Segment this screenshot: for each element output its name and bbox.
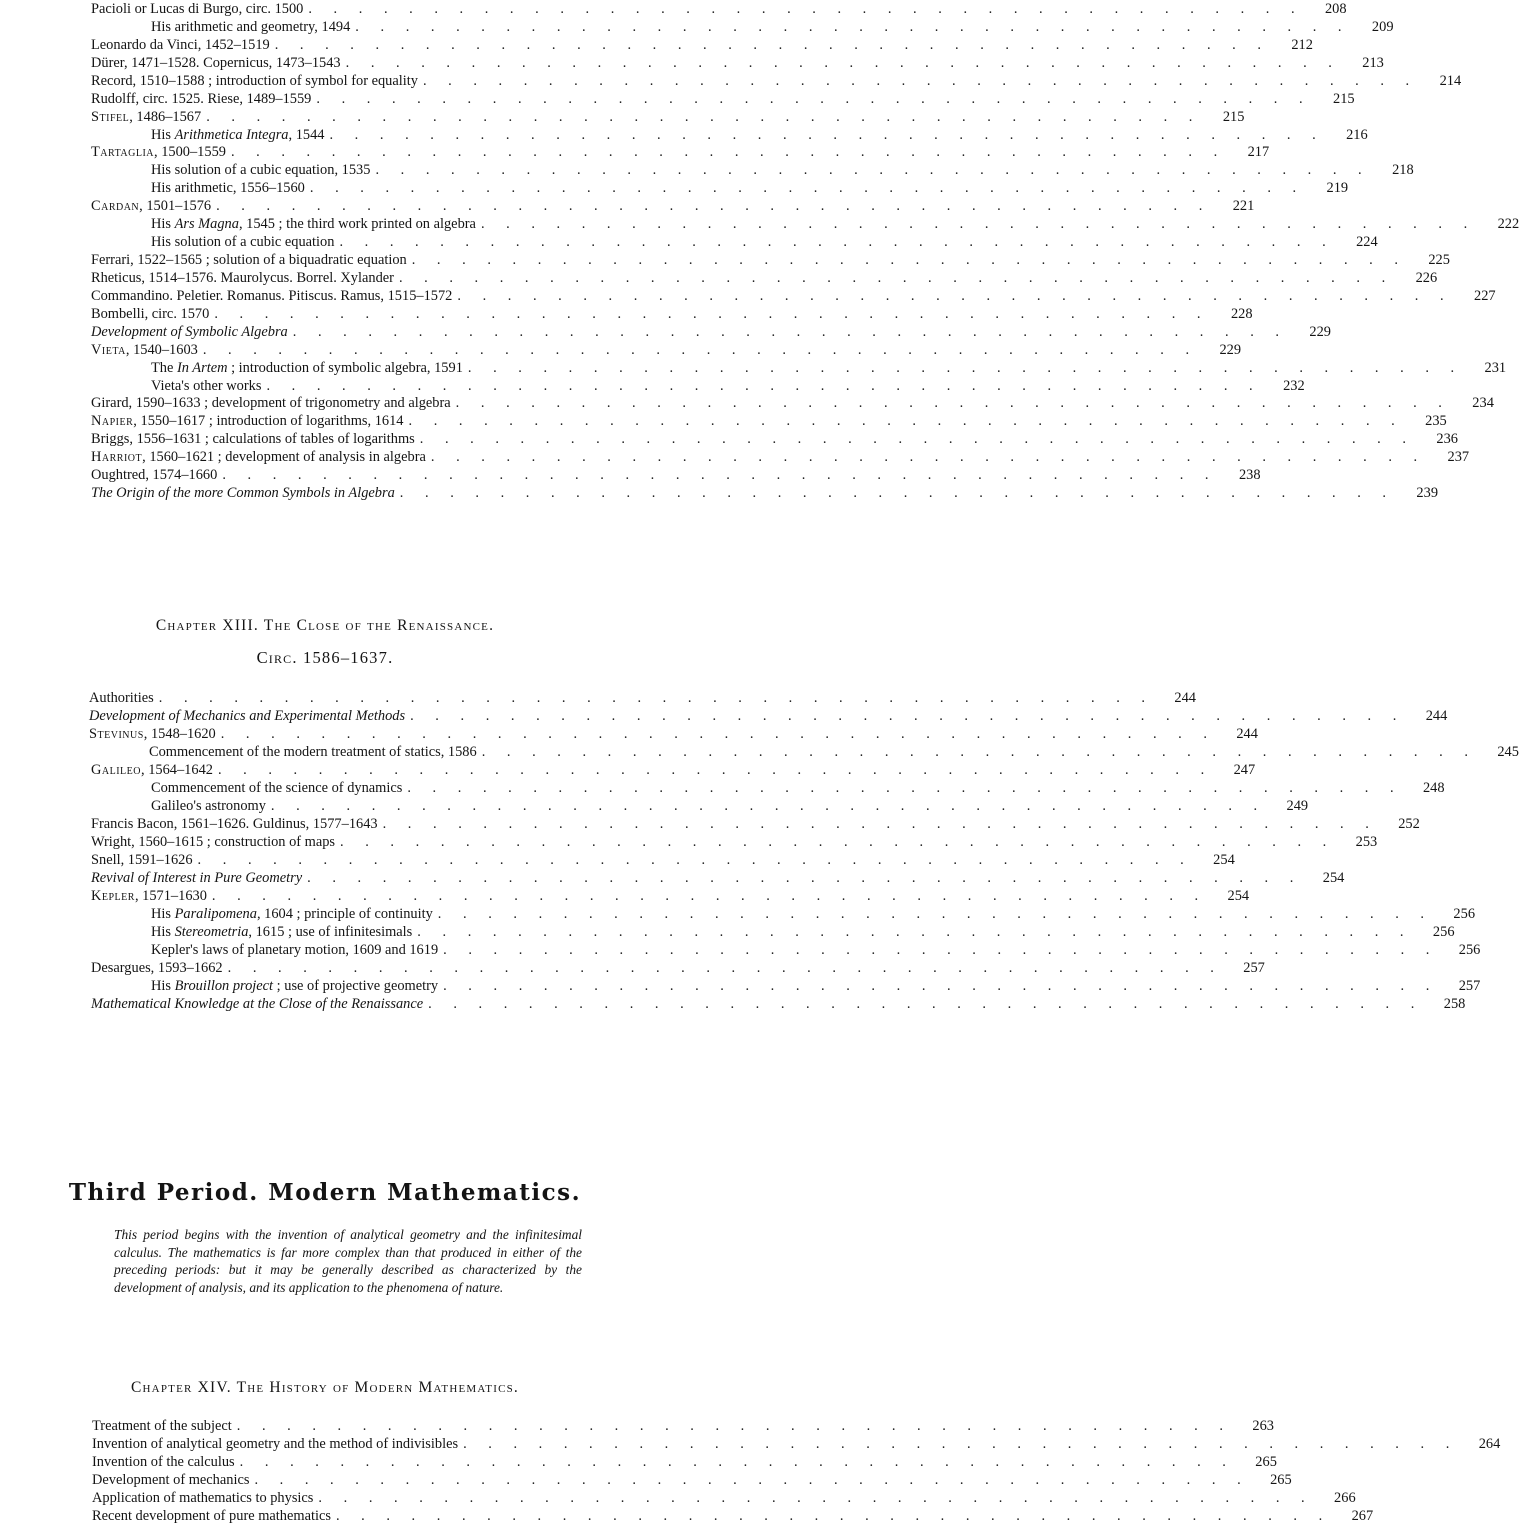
toc-entry-title-part: His [151, 126, 175, 143]
toc-entry-title-part: , 1501–1576 [139, 198, 212, 215]
toc-entry [151, 233, 1378, 251]
toc-entry-title [91, 869, 302, 887]
toc-entry-title [151, 779, 402, 797]
toc-entry-title-part: Pacioli or Lucas di Burgo, circ. 1500 [91, 1, 304, 17]
dot-leader: . . . . . . . . . . . . . . . . . . . . . . . . . . . . . . . . . . . . . . . . [417, 924, 1413, 940]
toc-entry [91, 887, 1250, 905]
toc-entry-title-part: Development of mechanics [92, 1471, 250, 1488]
toc-entry-title [91, 108, 201, 126]
page-number: 212 [1291, 36, 1313, 53]
toc-entry-title-part: His arithmetic and geometry, 1494 [151, 18, 351, 35]
page-number: 222 [1497, 216, 1519, 233]
toc-entry [91, 448, 1470, 466]
page-number: 257 [1243, 960, 1265, 976]
toc-entry-title-part: Mathematical Knowledge at the Close of the Renaissance [91, 996, 424, 1012]
toc-entry-title-part: Invention of the calculus [92, 1453, 235, 1470]
dot-leader: . . . . . . . . . . . . . . . . . . . . . . . . . . . . . . . . . . . . . . . . [419, 431, 1415, 448]
page-number: 226 [1415, 269, 1438, 286]
toc-entry-title-part: , 1604 ; principle of continuity [256, 906, 433, 922]
toc-entry-title-part: Galileo [91, 762, 141, 778]
page-number: 215 [1333, 90, 1355, 107]
page-number: 244 [1425, 708, 1448, 724]
page-number: 229 [1309, 323, 1331, 340]
page-number: 225 [1428, 252, 1450, 269]
toc-entry-title-part: Napier [91, 413, 134, 430]
page-number: 235 [1425, 413, 1447, 430]
dot-leader: . . . . . . . . . . . . . . . . . . . . . . . . . . . . . . . . . . . . . . . . [266, 377, 1262, 394]
dot-leader: . . . . . . . . . . . . . . . . . . . . . . . . . . . . . . . . . . . . . . . . [457, 287, 1453, 304]
dot-leader: . . . . . . . . . . . . . . . . . . . . . . . . . . . . . . . . . . . . . . . . [455, 395, 1451, 412]
toc-entry [151, 779, 1445, 797]
toc-entry-title [91, 0, 303, 18]
toc-entry-title-part: His [151, 924, 175, 940]
toc-entry-title-part: Development of Symbolic Algebra [91, 323, 288, 340]
toc-entry [91, 815, 1420, 833]
toc-entry [91, 36, 1313, 54]
toc-entry [92, 1471, 1292, 1489]
dot-leader: . . . . . . . . . . . . . . . . . . . . . . . . . . . . . . . . . . . . . . . . [345, 54, 1341, 71]
page-number: 252 [1398, 816, 1420, 832]
dot-leader: . . . . . . . . . . . . . . . . . . . . . . . . . . . . . . . . . . . . . . . . [270, 798, 1267, 814]
toc-entry-title [92, 1417, 232, 1435]
toc-entry [151, 18, 1394, 36]
toc-entry [91, 394, 1494, 412]
toc-entry-title-part: In Artem [176, 359, 228, 376]
toc-entry-title-part: Dürer, 1471–1528. Copernicus, 1473–1543 [91, 54, 341, 71]
toc-entry-title [91, 995, 423, 1013]
toc-entry [91, 269, 1438, 287]
toc-entry-title [91, 143, 226, 161]
toc-entry [149, 743, 1519, 761]
toc-entry [91, 90, 1355, 108]
dot-leader: . . . . . . . . . . . . . . . . . . . . . . . . . . . . . . . . . . . . . . . . [239, 1453, 1235, 1470]
toc-entry-title-part: Snell, 1591–1626 [91, 852, 193, 868]
page-number: 247 [1233, 762, 1256, 778]
toc-entry-title-part: Oughtred, 1574–1660 [91, 467, 218, 484]
toc-entry-title-part: , 1545 ; the third work printed on algebra [238, 216, 476, 233]
toc-entry-title [91, 851, 193, 869]
page-number: 266 [1334, 1489, 1356, 1506]
page-number: 244 [1236, 726, 1258, 742]
toc-entry [91, 54, 1384, 72]
dot-leader: . . . . . . . . . . . . . . . . . . . . . . . . . . . . . . . . . . . . . . . . [422, 72, 1419, 89]
toc-entry [151, 941, 1481, 959]
page-number: 245 [1497, 744, 1519, 760]
page-number: 256 [1432, 924, 1455, 940]
period-title: Third Period. Modern Mathematics. [68, 1179, 582, 1206]
dot-leader: . . . . . . . . . . . . . . . . . . . . . . . . . . . . . . . . . . . . . . . . [274, 36, 1270, 53]
toc-entry-title-part: Ars Magna [174, 216, 239, 233]
dot-leader: . . . . . . . . . . . . . . . . . . . . . . . . . . . . . . . . . . . . . . . . [222, 467, 1218, 484]
toc-entry-title [151, 797, 266, 815]
dot-leader: . . . . . . . . . . . . . . . . . . . . . . . . . . . . . . . . . . . . . . . . [443, 942, 1439, 958]
toc-entry-title-part: Paralipomena [174, 906, 257, 922]
dot-leader: . . . . . . . . . . . . . . . . . . . . . . . . . . . . . . . . . . . . . . . . [227, 960, 1223, 976]
toc-entry-title-part: Rudolff, circ. 1525. Riese, 1489–1559 [91, 90, 312, 107]
toc-entry-title-part: Galileo's astronomy [151, 798, 266, 814]
toc-entry [91, 251, 1450, 269]
toc-entry-title-part: Commencement of the science of dynamics [151, 780, 403, 796]
toc-entry-title-part: Cardan [91, 198, 140, 215]
dot-leader: . . . . . . . . . . . . . . . . . . . . . . . . . . . . . . . . . . . . . . . . [382, 816, 1378, 832]
dot-leader: . . . . . . . . . . . . . . . . . . . . . . . . . . . . . . . . . . . . . . . . [316, 90, 1312, 107]
toc-entry [91, 287, 1496, 305]
toc-entry [91, 959, 1265, 977]
toc-entry-title-part: Girard, 1590–1633 ; development of trigonometry and algebra [91, 395, 451, 412]
dot-leader: . . . . . . . . . . . . . . . . . . . . . . . . . . . . . . . . . . . . . . . . [375, 162, 1371, 179]
toc-entry-title [89, 707, 405, 725]
dot-leader: . . . . . . . . . . . . . . . . . . . . . . . . . . . . . . . . . . . . . . . . [220, 726, 1216, 742]
toc-entry [91, 833, 1378, 851]
toc-entry [151, 377, 1305, 395]
dot-leader: . . . . . . . . . . . . . . . . . . . . . . . . . . . . . . . . . . . . . . . . [410, 708, 1406, 724]
toc-entry-title-part: Francis Bacon, 1561–1626. Guldinus, 1577–1643 [91, 816, 378, 832]
toc-entry-title [91, 833, 335, 851]
dot-leader: . . . . . . . . . . . . . . . . . . . . . . . . . . . . . . . . . . . . . . . . [254, 1471, 1250, 1488]
toc-entry-title-part: Vieta's other works [151, 377, 262, 394]
page-number: 217 [1247, 144, 1270, 161]
toc-entry-title [91, 54, 341, 72]
dot-leader: . . . . . . . . . . . . . . . . . . . . . . . . . . . . . . . . . . . . . . . . [411, 252, 1407, 269]
toc-entry-title [91, 305, 209, 323]
dot-leader: . . . . . . . . . . . . . . . . . . . . . . . . . . . . . . . . . . . . . . . . [407, 780, 1403, 796]
page-number: 208 [1324, 1, 1347, 17]
page-number: 254 [1322, 870, 1345, 886]
toc-entry-title-part: Invention of analytical geometry and the method of indivisibles [92, 1435, 459, 1452]
toc-entry-title-part: His [151, 906, 175, 922]
page-number: 239 [1416, 485, 1439, 502]
toc-entry-title-part: Commandino. Peletier. Romanus. Pitiscus. Ramus, 1515–1572 [91, 287, 453, 304]
dot-leader: . . . . . . . . . . . . . . . . . . . . . . . . . . . . . . . . . . . . . . . . [339, 234, 1335, 251]
period-intro: This period begins with the invention of analytical geometry and the infinitesimal calculus. The mathematics is far more complex than that produced in either of the preceding periods: but it may be generally described as characterized by the development of analysis, and its application to the phenomena of nature. [114, 1227, 582, 1295]
toc-entry-title-part: Leonardo da Vinci, 1452–1519 [91, 36, 270, 53]
toc-entry-title [92, 1453, 235, 1471]
toc-entry-title [151, 905, 433, 923]
toc-entry [91, 108, 1245, 126]
toc-entry-title [151, 377, 261, 395]
toc-entry-title-part: , 1560–1621 ; development of analysis in algebra [142, 449, 426, 466]
chapter-13-heading: Chapter XIII. The Close of the Renaissance. [155, 617, 495, 634]
toc-entry [91, 0, 1347, 18]
dot-leader: . . . . . . . . . . . . . . . . . . . . . . . . . . . . . . . . . . . . . . . . [467, 359, 1464, 376]
page-number: 265 [1270, 1471, 1292, 1488]
toc-entry-title-part: , 1540–1603 [125, 341, 198, 358]
toc-entry-title [89, 725, 216, 743]
toc-entry-title [91, 269, 394, 287]
toc-entry [89, 707, 1448, 725]
page-number: 264 [1478, 1435, 1501, 1452]
dot-leader: . . . . . . . . . . . . . . . . . . . . . . . . . . . . . . . . . . . . . . . . [214, 305, 1210, 322]
toc-entry [91, 851, 1235, 869]
dot-leader: . . . . . . . . . . . . . . . . . . . . . . . . . . . . . . . . . . . . . . . . [437, 906, 1434, 922]
page-number: 237 [1447, 449, 1470, 466]
toc-entry-title-part: Desargues, 1593–1662 [91, 960, 223, 976]
toc-entry-title-part: Brouillon project [174, 978, 274, 994]
toc-entry-title-part: His arithmetic, 1556–1560 [151, 180, 305, 197]
dot-leader: . . . . . . . . . . . . . . . . . . . . . . . . . . . . . . . . . . . . . . . . [430, 449, 1427, 466]
toc-entry-title-part: Rheticus, 1514–1576. Maurolycus. Borrel. Xylander [91, 269, 394, 286]
page-number: 265 [1255, 1453, 1277, 1470]
dot-leader: . . . . . . . . . . . . . . . . . . . . . . . . . . . . . . . . . . . . . . . . [211, 888, 1208, 904]
toc-entry-title-part: Briggs, 1556–1631 ; calculations of tables of logarithms [91, 431, 415, 448]
toc-entry-title [91, 448, 426, 466]
dot-leader: . . . . . . . . . . . . . . . . . . . . . . . . . . . . . . . . . . . . . . . . [408, 413, 1404, 430]
toc-entry-title-part: Kepler's laws of planetary motion, 1609 and 1619 [151, 942, 439, 958]
toc-entry-title [151, 233, 334, 251]
toc-entry [151, 359, 1507, 377]
toc-entry [91, 412, 1447, 430]
toc-entry-title [151, 161, 370, 179]
toc-entry-title-part: Bombelli, circ. 1570 [91, 305, 210, 322]
toc-entry-title [151, 977, 438, 995]
page-number: 214 [1439, 72, 1462, 89]
dot-leader: . . . . . . . . . . . . . . . . . . . . . . . . . . . . . . . . . . . . . . . . [335, 1507, 1332, 1524]
toc-entry [151, 923, 1455, 941]
toc-entry-title [91, 251, 407, 269]
dot-leader: . . . . . . . . . . . . . . . . . . . . . . . . . . . . . . . . . . . . . . . . [292, 323, 1288, 340]
toc-entry-title-part: , 1544 [288, 126, 325, 143]
toc-entry-title [91, 197, 211, 215]
toc-entry-title-part: , 1550–1617 ; introduction of logarithms, 1614 [133, 413, 404, 430]
toc-entry-title [151, 179, 305, 197]
page-number: 258 [1443, 996, 1466, 1012]
page-number: 213 [1362, 54, 1384, 71]
toc-entry-title [91, 412, 404, 430]
toc-entry [91, 484, 1439, 502]
toc-entry [91, 869, 1345, 887]
toc-entry-title [149, 743, 477, 761]
dot-leader: . . . . . . . . . . . . . . . . . . . . . . . . . . . . . . . . . . . . . . . . [340, 834, 1336, 850]
toc-entry-title [91, 887, 207, 905]
dot-leader: . . . . . . . . . . . . . . . . . . . . . . . . . . . . . . . . . . . . . . . . [236, 1418, 1232, 1434]
chapter-13-subheading: Circ. 1586–1637. [256, 648, 394, 667]
page-number: 263 [1252, 1418, 1274, 1434]
toc-entry-title [91, 761, 213, 779]
dot-leader: . . . . . . . . . . . . . . . . . . . . . . . . . . . . . . . . . . . . . . . . [309, 180, 1306, 197]
toc-entry-title-part: Commencement of the modern treatment of statics, 1586 [149, 744, 477, 760]
page-number: 229 [1219, 341, 1242, 358]
toc-entry [91, 995, 1466, 1013]
toc-entry-title [91, 90, 311, 108]
toc-entry [91, 430, 1458, 448]
toc-entry-title [151, 359, 463, 377]
toc-entry [151, 161, 1414, 179]
dot-leader: . . . . . . . . . . . . . . . . . . . . . . . . . . . . . . . . . . . . . . . . [230, 144, 1227, 161]
page-number: 216 [1346, 126, 1368, 143]
dot-leader: . . . . . . . . . . . . . . . . . . . . . . . . . . . . . . . . . . . . . . . . [463, 1435, 1459, 1452]
toc-entry-title-part: Application of mathematics to physics [92, 1489, 314, 1506]
toc-entry-title-part: , 1564–1642 [141, 762, 213, 778]
toc-entry-title-part: Kepler [91, 888, 135, 904]
page-number: 267 [1351, 1507, 1374, 1524]
toc-entry-title-part: Treatment of the subject [92, 1418, 232, 1434]
toc-entry [91, 197, 1255, 215]
toc-entry-title-part: Development of Mechanics and Experimental Methods [89, 708, 406, 724]
toc-entry-title-part: His [151, 978, 175, 994]
toc-entry [92, 1507, 1374, 1525]
toc-entry-title-part: Arithmetica Integra [174, 126, 289, 143]
toc-entry [89, 689, 1196, 707]
toc-entry-title-part: Recent development of pure mathematics [92, 1507, 331, 1524]
page-number: 238 [1238, 467, 1261, 484]
page-number: 227 [1474, 287, 1496, 304]
toc-entry-title-part: The [151, 359, 177, 376]
dot-leader: . . . . . . . . . . . . . . . . . . . . . . . . . . . . . . . . . . . . . . . . [398, 269, 1395, 286]
toc-entry [151, 179, 1349, 197]
page-number: 234 [1472, 395, 1494, 412]
page-number: 209 [1371, 18, 1394, 35]
page-number: 218 [1392, 162, 1414, 179]
toc-entry-title [151, 215, 476, 233]
page-number: 257 [1458, 978, 1481, 994]
page-number: 248 [1422, 780, 1445, 796]
toc-entry-title-part: Tartaglia [91, 144, 154, 161]
toc-entry-title [92, 1435, 458, 1453]
toc-entry-title-part: Record, 1510–1588 ; introduction of symbol for equality [91, 72, 418, 89]
toc-entry-title-part: His [151, 216, 175, 233]
toc-entry-title-part: Harriot [91, 449, 143, 466]
dot-leader: . . . . . . . . . . . . . . . . . . . . . . . . . . . . . . . . . . . . . . . . [428, 996, 1424, 1012]
toc-entry-title-part: , 1486–1567 [129, 108, 202, 125]
dot-leader: . . . . . . . . . . . . . . . . . . . . . . . . . . . . . . . . . . . . . . . . [355, 18, 1351, 35]
toc-entry-title [151, 941, 438, 959]
toc-entry-title-part: ; use of projective geometry [273, 978, 439, 994]
toc-entry-title [89, 689, 154, 707]
toc-entry-title [91, 394, 451, 412]
toc-entry [91, 305, 1253, 323]
dot-leader: . . . . . . . . . . . . . . . . . . . . . . . . . . . . . . . . . . . . . . . . [307, 870, 1303, 886]
toc-entry-title [91, 430, 415, 448]
dot-leader: . . . . . . . . . . . . . . . . . . . . . . . . . . . . . . . . . . . . . . . . [308, 1, 1304, 17]
toc-entry [92, 1435, 1501, 1453]
page-number: 256 [1453, 906, 1476, 922]
page-number: 231 [1484, 359, 1507, 376]
toc-entry [151, 905, 1476, 923]
toc-entry [91, 466, 1261, 484]
toc-entry-title [91, 287, 452, 305]
page-number: 215 [1222, 108, 1245, 125]
dot-leader: . . . . . . . . . . . . . . . . . . . . . . . . . . . . . . . . . . . . . . . . [217, 762, 1214, 778]
toc-entry-title [91, 72, 418, 90]
toc-entry-title-part: Stereometria [174, 924, 249, 940]
page-number: 254 [1227, 888, 1250, 904]
dot-leader: . . . . . . . . . . . . . . . . . . . . . . . . . . . . . . . . . . . . . . . . [216, 198, 1212, 215]
toc-entry-title-part: Stevinus [89, 726, 144, 742]
toc-entry-title-part: , 1615 ; use of infinitesimals [248, 924, 413, 940]
toc-entry [92, 1489, 1356, 1507]
dot-leader: . . . . . . . . . . . . . . . . . . . . . . . . . . . . . . . . . . . . . . . . [480, 216, 1477, 233]
toc-entry-title-part: , 1548–1620 [143, 726, 216, 742]
toc-entry-title [91, 815, 378, 833]
page-number: 228 [1230, 305, 1253, 322]
toc-entry-title [91, 341, 198, 359]
dot-leader: . . . . . . . . . . . . . . . . . . . . . . . . . . . . . . . . . . . . . . . . [443, 978, 1439, 994]
toc-entry-title [92, 1471, 249, 1489]
page-number: 244 [1174, 690, 1196, 706]
toc-entry-title [91, 959, 223, 977]
toc-entry [151, 126, 1368, 144]
toc-entry-title-part: Vieta [91, 341, 126, 358]
page-number: 232 [1283, 377, 1305, 394]
page-number: 253 [1355, 834, 1378, 850]
page-number: 236 [1436, 431, 1458, 448]
dot-leader: . . . . . . . . . . . . . . . . . . . . . . . . . . . . . . . . . . . . . . . . [329, 126, 1325, 143]
toc-entry-title-part: ; introduction of symbolic algebra, 1591 [227, 359, 463, 376]
toc-entry-title-part: , 1500–1559 [154, 144, 226, 161]
toc-entry-title [151, 126, 324, 144]
toc-entry-title-part: Authorities [89, 690, 154, 706]
toc-entry-title [91, 36, 270, 54]
toc-entry [151, 977, 1481, 995]
toc-entry [91, 761, 1256, 779]
toc-entry-title [91, 466, 217, 484]
toc-entry-title-part: The Origin of the more Common Symbols in Algebra [91, 485, 395, 502]
toc-entry-title-part: His solution of a cubic equation, 1535 [151, 162, 371, 179]
dot-leader: . . . . . . . . . . . . . . . . . . . . . . . . . . . . . . . . . . . . . . . . [481, 744, 1477, 760]
page-number: 224 [1356, 234, 1378, 251]
toc-entry-title-part: Ferrari, 1522–1565 ; solution of a biquadratic equation [91, 252, 407, 269]
toc-entry-title [92, 1489, 313, 1507]
dot-leader: . . . . . . . . . . . . . . . . . . . . . . . . . . . . . . . . . . . . . . . . [399, 485, 1396, 502]
chapter-14-heading: Chapter XIV. The History of Modern Mathematics. [131, 1379, 519, 1396]
toc-entry [91, 72, 1462, 90]
page-number: 249 [1286, 798, 1309, 814]
dot-leader: . . . . . . . . . . . . . . . . . . . . . . . . . . . . . . . . . . . . . . . . [318, 1489, 1314, 1506]
toc-entry [92, 1417, 1274, 1435]
toc-entry-title-part: Stifel [91, 108, 130, 125]
toc-entry-title [91, 323, 288, 341]
toc-entry-title-part: , 1571–1630 [134, 888, 207, 904]
toc-entry-title-part: Wright, 1560–1615 ; construction of maps [91, 834, 336, 850]
toc-entry-title-part: Revival of Interest in Pure Geometry [91, 870, 303, 886]
toc-entry [151, 797, 1309, 815]
toc-entry [91, 143, 1270, 161]
page-number: 221 [1232, 198, 1255, 215]
toc-entry [91, 341, 1242, 359]
toc-entry [91, 323, 1331, 341]
toc-entry [92, 1453, 1277, 1471]
toc-entry-title [151, 923, 412, 941]
dot-leader: . . . . . . . . . . . . . . . . . . . . . . . . . . . . . . . . . . . . . . . . [158, 690, 1154, 706]
dot-leader: . . . . . . . . . . . . . . . . . . . . . . . . . . . . . . . . . . . . . . . . [202, 341, 1199, 358]
dot-leader: . . . . . . . . . . . . . . . . . . . . . . . . . . . . . . . . . . . . . . . . [197, 852, 1193, 868]
page-number: 219 [1326, 180, 1349, 197]
toc-entry-title [92, 1507, 331, 1525]
page-number: 256 [1458, 942, 1481, 958]
toc-entry [89, 725, 1258, 743]
page-number: 254 [1213, 852, 1235, 868]
toc-entry-title [91, 484, 395, 502]
toc-entry-title [151, 18, 350, 36]
dot-leader: . . . . . . . . . . . . . . . . . . . . . . . . . . . . . . . . . . . . . . . . [206, 108, 1202, 125]
toc-entry [151, 215, 1519, 233]
toc-entry-title-part: His solution of a cubic equation [151, 234, 335, 251]
